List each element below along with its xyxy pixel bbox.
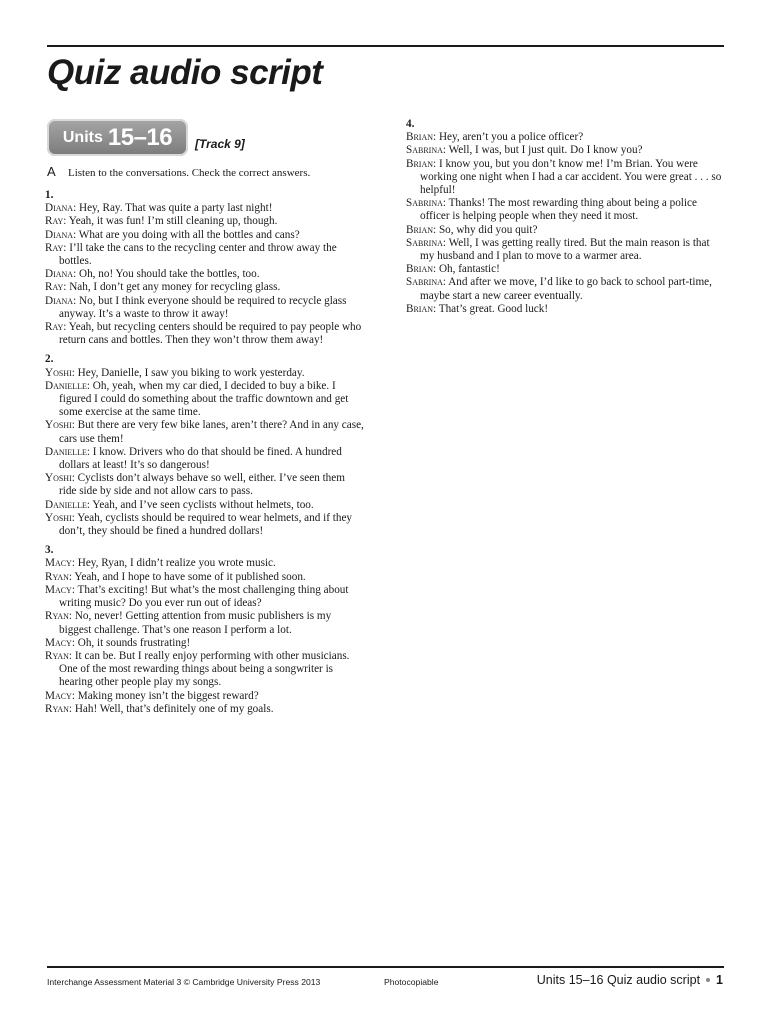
dialogue-text: Hey, aren’t you a police officer?: [438, 131, 584, 144]
conversation-number: 2.: [45, 353, 54, 366]
speaker-name: Brian: [406, 131, 434, 144]
conversation-1: [45, 189, 365, 347]
dialogue-text: It can be. But I really enjoy performing with other musicians. One of the most rewarding things about being a songwriter is hearing other people play my songs.: [59, 649, 350, 689]
footer-running-title: [537, 973, 723, 987]
dialogue-line: Danielle: Oh, yeah, when my car died, I decided to buy a bike. I figured I could do something about the traffic downtown and get some exercise at the same time.: [45, 379, 349, 419]
speaker-name: Yoshi: [45, 472, 72, 485]
speaker-name: Brian: [406, 263, 434, 276]
dialogue-line: Ray: I’ll take the cans to the recycling center and throw away the bottles.: [45, 241, 337, 268]
dialogue-text: Yeah, and I hope to have some of it published soon.: [74, 570, 306, 583]
speaker-name: Danielle: [45, 445, 87, 458]
dialogue-text: Well, I was getting really tired. But the main reason is that my husband and I plan to move to a warmer area.: [420, 236, 710, 263]
dialogue-line: Macy: Oh, it sounds frustrating!: [45, 636, 191, 649]
speaker-name: Macy: [45, 689, 72, 702]
dialogue-text: So, why did you quit?: [438, 223, 538, 236]
dialogue-text: What are you doing with all the bottles and cans?: [78, 228, 300, 241]
dialogue-text: No, but I think everyone should be required to recycle glass anyway. It’s a waste to throw it away!: [59, 294, 347, 320]
dialogue-line: Diana: Oh, no! You should take the bottles, too.: [45, 268, 260, 281]
speaker-name: Ray: [45, 321, 64, 334]
dialogue-text: Hey, Ray. That was quite a party last night!: [78, 202, 273, 215]
dialogue-line: Macy: That’s exciting! But what’s the most challenging thing about writing music? Do you ever run out of ideas?: [45, 583, 349, 610]
dialogue-line: Ray: Yeah, it was fun! I’m still cleaning up, though.: [45, 215, 278, 228]
speaker-name: Ray: [45, 281, 64, 294]
speaker-name: Sabrina: [406, 144, 443, 157]
dialogue-line: Ryan: Yeah, and I hope to have some of it published soon.: [45, 570, 306, 583]
dialogue-line: Sabrina: Thanks! The most rewarding thing about being a police officer is helping people when they need it most.: [406, 197, 697, 223]
dialogue-text: Yeah, and I’ve seen cyclists without helmets, too.: [92, 498, 314, 511]
top-rule: [47, 45, 724, 47]
dialogue-line: Yoshi: Hey, Danielle, I saw you biking to work yesterday.: [45, 366, 305, 379]
speaker-name: Ryan: [45, 610, 69, 623]
dialogue-text: Well, I was, but I just quit. Do I know you?: [448, 144, 643, 157]
footer-photocopiable: Photocopiable: [384, 977, 439, 987]
dialogue-line: Brian: I know you, but you don’t know me! I’m Brian. You were working one night when I had a car accident. You were great . . . so helpful!: [406, 157, 722, 197]
dialogue-text: Yeah, it was fun! I’m still cleaning up, though.: [68, 215, 278, 228]
speaker-name: Ray: [45, 241, 64, 254]
dialogue-text: And after we move, I’d like to go back to school part-time, maybe start a new career eventually.: [420, 276, 712, 302]
dialogue-line: Ryan: It can be. But I really enjoy performing with other musicians. One of the most rewarding things about being a songwriter is hearing other people play my songs.: [45, 649, 350, 689]
right-column: [406, 118, 724, 322]
dialogue-text: No, never! Getting attention from music publishers is my biggest challenge. That’s one reason I perform a lot.: [59, 610, 332, 636]
speaker-name: Sabrina: [406, 197, 443, 210]
footer-copyright: Interchange Assessment Material 3 © Cambridge University Press 2013: [47, 977, 321, 987]
dialogue-text: But there are very few bike lanes, aren’t there? And in any case, cars use them!: [59, 419, 364, 445]
speaker-name: Yoshi: [45, 419, 72, 432]
footer-rule: [47, 966, 724, 968]
dialogue-line: Yoshi: But there are very few bike lanes, aren’t there? And in any case, cars use them!: [45, 419, 364, 445]
instruction: [47, 164, 310, 179]
dialogue-text: Making money isn’t the biggest reward?: [77, 689, 259, 702]
dialogue-text: Nah, I don’t get any money for recycling glass.: [69, 281, 281, 294]
dialogue-line: Diana: What are you doing with all the bottles and cans?: [45, 228, 300, 241]
dialogue-line: Brian: Oh, fantastic!: [406, 263, 500, 276]
conversation-2: [45, 353, 365, 538]
page-title: Quiz audio script: [47, 53, 323, 92]
speaker-name: Danielle: [45, 379, 87, 392]
conversation-4: [406, 118, 724, 316]
dialogue-text: Thanks! The most rewarding thing about being a police officer is helping people when they need it most.: [420, 197, 697, 223]
dialogue-line: Ray: Nah, I don’t get any money for recycling glass.: [45, 281, 281, 294]
speaker-name: Ryan: [45, 649, 69, 662]
dialogue-line: Macy: Making money isn’t the biggest reward?: [45, 689, 259, 702]
speaker-name: Ryan: [45, 570, 69, 583]
separator-dot: [706, 978, 710, 982]
dialogue-line: Yoshi: Yeah, cyclists should be required to wear helmets, and if they don’t, they should be fined a hundred dollars!: [45, 511, 353, 538]
dialogue-line: Danielle: I know. Drivers who do that should be fined. A hundred dollars at least! It’s so dangerous!: [45, 445, 342, 472]
dialogue-line: Danielle: Yeah, and I’ve seen cyclists without helmets, too.: [45, 498, 314, 511]
dialogue-line: Ryan: No, never! Getting attention from music publishers is my biggest challenge. That’s one reason I perform a lot.: [45, 610, 332, 636]
dialogue-text: Yeah, but recycling centers should be required to pay people who return cans and bottles. Then they won’t throw them away!: [59, 321, 362, 347]
dialogue-text: I know. Drivers who do that should be fined. A hundred dollars at least! It’s so dangerous!: [59, 445, 342, 472]
dialogue-line: Sabrina: And after we move, I’d like to go back to school part-time, maybe start a new career eventually.: [406, 276, 712, 302]
left-column: [45, 189, 365, 722]
speaker-name: Brian: [406, 223, 434, 236]
speaker-name: Macy: [45, 583, 72, 596]
track-label: [Track 9]: [195, 137, 245, 151]
dialogue-text: That’s exciting! But what’s the most challenging thing about writing music? Do you ever run out of ideas?: [59, 583, 349, 610]
speaker-name: Diana: [45, 228, 74, 241]
speaker-name: Ryan: [45, 702, 69, 715]
dialogue-line: Diana: No, but I think everyone should be required to recycle glass anyway. It’s a waste to throw it away!: [45, 294, 347, 320]
dialogue-line: Sabrina: Well, I was getting really tired. But the main reason is that my husband and I plan to move to a warmer area.: [406, 236, 710, 263]
page-number: 1: [716, 973, 723, 987]
dialogue-text: That’s great. Good luck!: [438, 302, 549, 315]
speaker-name: Ray: [45, 215, 64, 228]
conversation-number: 3.: [45, 544, 54, 557]
dialogue-text: Cyclists don’t always behave so well, either. I’ve seen them ride side by side and not allow cars to pass.: [59, 472, 345, 498]
dialogue-text: Hey, Ryan, I didn’t realize you wrote music.: [77, 557, 276, 570]
speaker-name: Sabrina: [406, 276, 443, 289]
dialogue-text: I know you, but you don’t know me! I’m Brian. You were working one night when I had a car accident. You were great . . . so helpful!: [420, 157, 722, 197]
dialogue-line: Ryan: Hah! Well, that’s definitely one of my goals.: [45, 702, 274, 715]
dialogue-text: Yeah, cyclists should be required to wear helmets, and if they don’t, they should be fined a hundred dollars!: [59, 511, 353, 538]
dialogue-text: Oh, no! You should take the bottles, too.: [78, 268, 260, 281]
dialogue-line: Macy: Hey, Ryan, I didn’t realize you wrote music.: [45, 557, 276, 570]
units-word: Units: [62, 128, 103, 146]
speaker-name: Danielle: [45, 498, 87, 511]
dialogue-text: Hey, Danielle, I saw you biking to work yesterday.: [77, 366, 305, 379]
speaker-name: Brian: [406, 302, 434, 315]
dialogue-text: Oh, it sounds frustrating!: [77, 636, 191, 649]
dialogue-line: Diana: Hey, Ray. That was quite a party last night!: [45, 202, 273, 215]
dialogue-text: Oh, yeah, when my car died, I decided to buy a bike. I figured I could do something about the traffic downtown and get some exercise at the same time.: [59, 379, 349, 419]
speaker-name: Macy: [45, 636, 72, 649]
dialogue-line: Ray: Yeah, but recycling centers should be required to pay people who return cans and bottles. Then they won’t throw them away!: [45, 321, 362, 347]
dialogue-text: Oh, fantastic!: [438, 263, 500, 276]
dialogue-text: Hah! Well, that’s definitely one of my goals.: [74, 702, 274, 715]
units-badge: [47, 119, 188, 156]
speaker-name: Yoshi: [45, 511, 72, 524]
dialogue-line: Sabrina: Well, I was, but I just quit. Do I know you?: [406, 144, 643, 157]
conversation-number: 1.: [45, 189, 54, 201]
speaker-name: Brian: [406, 157, 434, 170]
instruction-text: Listen to the conversations. Check the correct answers.: [68, 167, 311, 179]
units-range: 15–16: [107, 123, 173, 151]
dialogue-line: Brian: Hey, aren’t you a police officer?: [406, 131, 584, 144]
running-title-text: Units 15–16 Quiz audio script: [536, 973, 701, 987]
exercise-letter: A: [47, 164, 56, 179]
speaker-name: Diana: [45, 268, 74, 281]
speaker-name: Diana: [45, 294, 74, 307]
conversation-3: [45, 544, 365, 716]
conversation-number: 4.: [406, 118, 415, 130]
speaker-name: Diana: [45, 202, 74, 215]
dialogue-text: I’ll take the cans to the recycling center and throw away the bottles.: [59, 241, 337, 268]
dialogue-line: Yoshi: Cyclists don’t always behave so well, either. I’ve seen them ride side by side and not allow cars to pass.: [45, 472, 345, 498]
speaker-name: Sabrina: [406, 236, 443, 249]
speaker-name: Yoshi: [45, 366, 72, 379]
dialogue-line: Brian: That’s great. Good luck!: [406, 302, 549, 315]
dialogue-line: Brian: So, why did you quit?: [406, 223, 538, 236]
speaker-name: Macy: [45, 557, 72, 570]
